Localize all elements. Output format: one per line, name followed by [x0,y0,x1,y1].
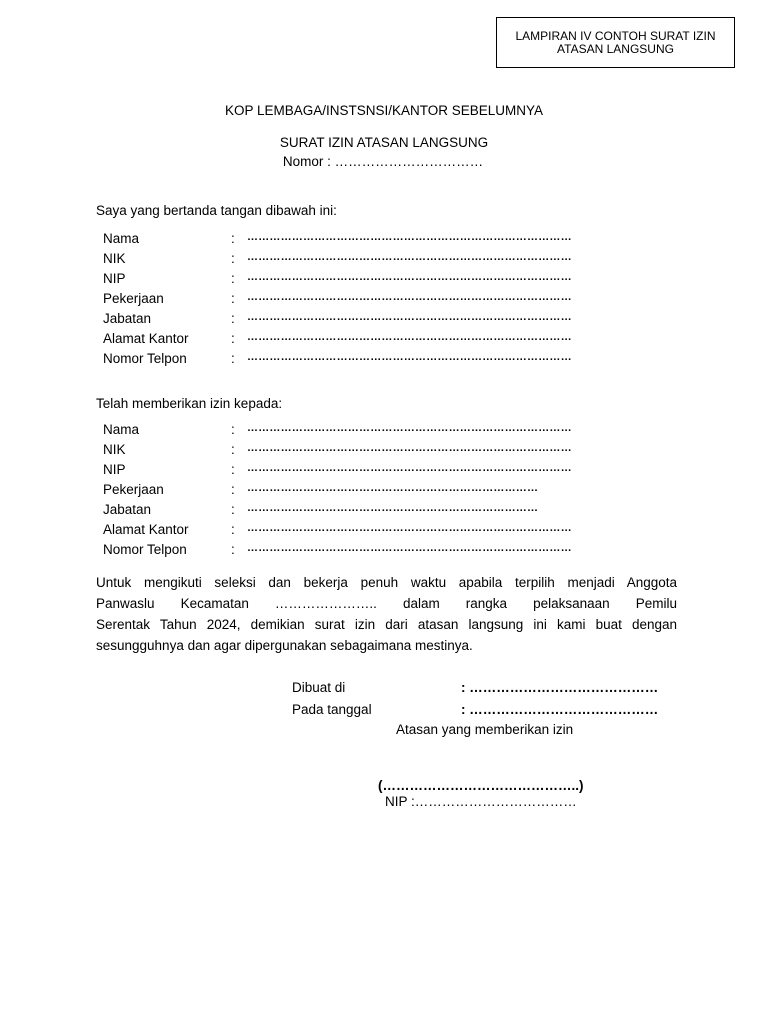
field-label: Pekerjaan [103,482,164,497]
section1-intro: Saya yang bertanda tangan dibawah ini: [96,203,337,218]
body-line-3: Serentak Tahun 2024, demikian surat izin dari atasan langsung ini kami buat dengan [96,617,677,632]
field-fill-line: …………………………………………………………………………… [247,251,572,263]
body-line-2: Panwaslu Kecamatan ………………….. dalam rangka pelaksanaan Pemilu [96,596,677,611]
field-label: NIP [103,462,126,477]
field-fill-line: …………………………………………………………………… [247,482,539,494]
signer-name-line: (……………………………………..) [378,778,584,793]
body-line-4: sesungguhnya dan agar dipergunakan sebagaimana mestinya. [96,638,473,653]
field-row-nip [103,462,703,482]
field-label: Alamat Kantor [103,522,189,537]
field-colon: : [231,311,235,326]
attachment-line-1: LAMPIRAN IV CONTOH SURAT IZIN [515,29,716,43]
field-fill-line: …………………………………………………………………………… [247,351,572,363]
letterhead-placeholder: KOP LEMBAGA/INSTSNSI/KANTOR SEBELUMNYA [224,103,544,118]
body-line-1: Untuk mengikuti seleksi dan bekerja penuh waktu apabila terpilih menjadi Anggota [96,575,677,590]
field-fill-line: …………………………………………………………………………… [247,462,572,474]
field-label: NIK [103,442,126,457]
field-row-nomor-telpon [103,542,703,562]
attachment-label-box [496,17,735,68]
field-row-jabatan [103,311,703,331]
field-colon: : [231,271,235,286]
place-value: : …………………………………… [461,680,659,695]
field-colon: : [231,291,235,306]
field-row-nip [103,271,703,291]
date-label: Pada tanggal [292,702,372,717]
body-paragraph [96,572,677,656]
field-fill-line: …………………………………………………………………………… [247,231,572,243]
field-colon: : [231,351,235,366]
place-label: Dibuat di [292,680,346,695]
field-colon: : [231,422,235,437]
field-row-jabatan [103,502,703,522]
field-label: Nomor Telpon [103,351,187,366]
field-fill-line: …………………………………………………………………………… [247,271,572,283]
field-colon: : [231,542,235,557]
field-fill-line: …………………………………………………………………… [247,502,539,514]
letter-title: SURAT IZIN ATASAN LANGSUNG [279,135,489,150]
place-row [292,680,659,695]
date-value: : …………………………………… [461,702,659,717]
field-fill-line: …………………………………………………………………………… [247,422,572,434]
field-label: Pekerjaan [103,291,164,306]
field-colon: : [231,482,235,497]
section2-intro: Telah memberikan izin kepada: [96,396,283,411]
field-label: Nama [103,422,140,437]
field-label: NIK [103,251,126,266]
field-row-nomor-telpon [103,351,703,371]
field-row-nama [103,231,703,251]
field-colon: : [231,522,235,537]
attachment-line-2: ATASAN LANGSUNG [557,42,674,56]
field-colon: : [231,442,235,457]
field-row-nik [103,251,703,271]
field-fill-line: …………………………………………………………………………… [247,331,572,343]
field-colon: : [231,462,235,477]
field-fill-line: …………………………………………………………………………… [247,542,572,554]
date-row [292,702,659,717]
field-fill-line: …………………………………………………………………………… [247,522,572,534]
field-label: Nomor Telpon [103,542,187,557]
field-fill-line: …………………………………………………………………………… [247,442,572,454]
field-label: Nama [103,231,140,246]
field-row-pekerjaan [103,482,703,502]
field-label: NIP [103,271,126,286]
field-label: Jabatan [103,502,152,517]
field-colon: : [231,251,235,266]
field-row-pekerjaan [103,291,703,311]
field-colon: : [231,231,235,246]
field-row-alamat-kantor [103,522,703,542]
field-fill-line: …………………………………………………………………………… [247,291,572,303]
field-row-alamat-kantor [103,331,703,351]
field-colon: : [231,502,235,517]
field-label: Jabatan [103,311,152,326]
field-colon: : [231,331,235,346]
signer-nip-line: NIP :……………………………… [385,794,577,809]
field-label: Alamat Kantor [103,331,189,346]
field-fill-line: …………………………………………………………………………… [247,311,572,323]
letter-number: Nomor : …………………………… [282,154,484,169]
field-row-nama [103,422,703,442]
signer-title: Atasan yang memberikan izin [396,722,574,737]
field-row-nik [103,442,703,462]
